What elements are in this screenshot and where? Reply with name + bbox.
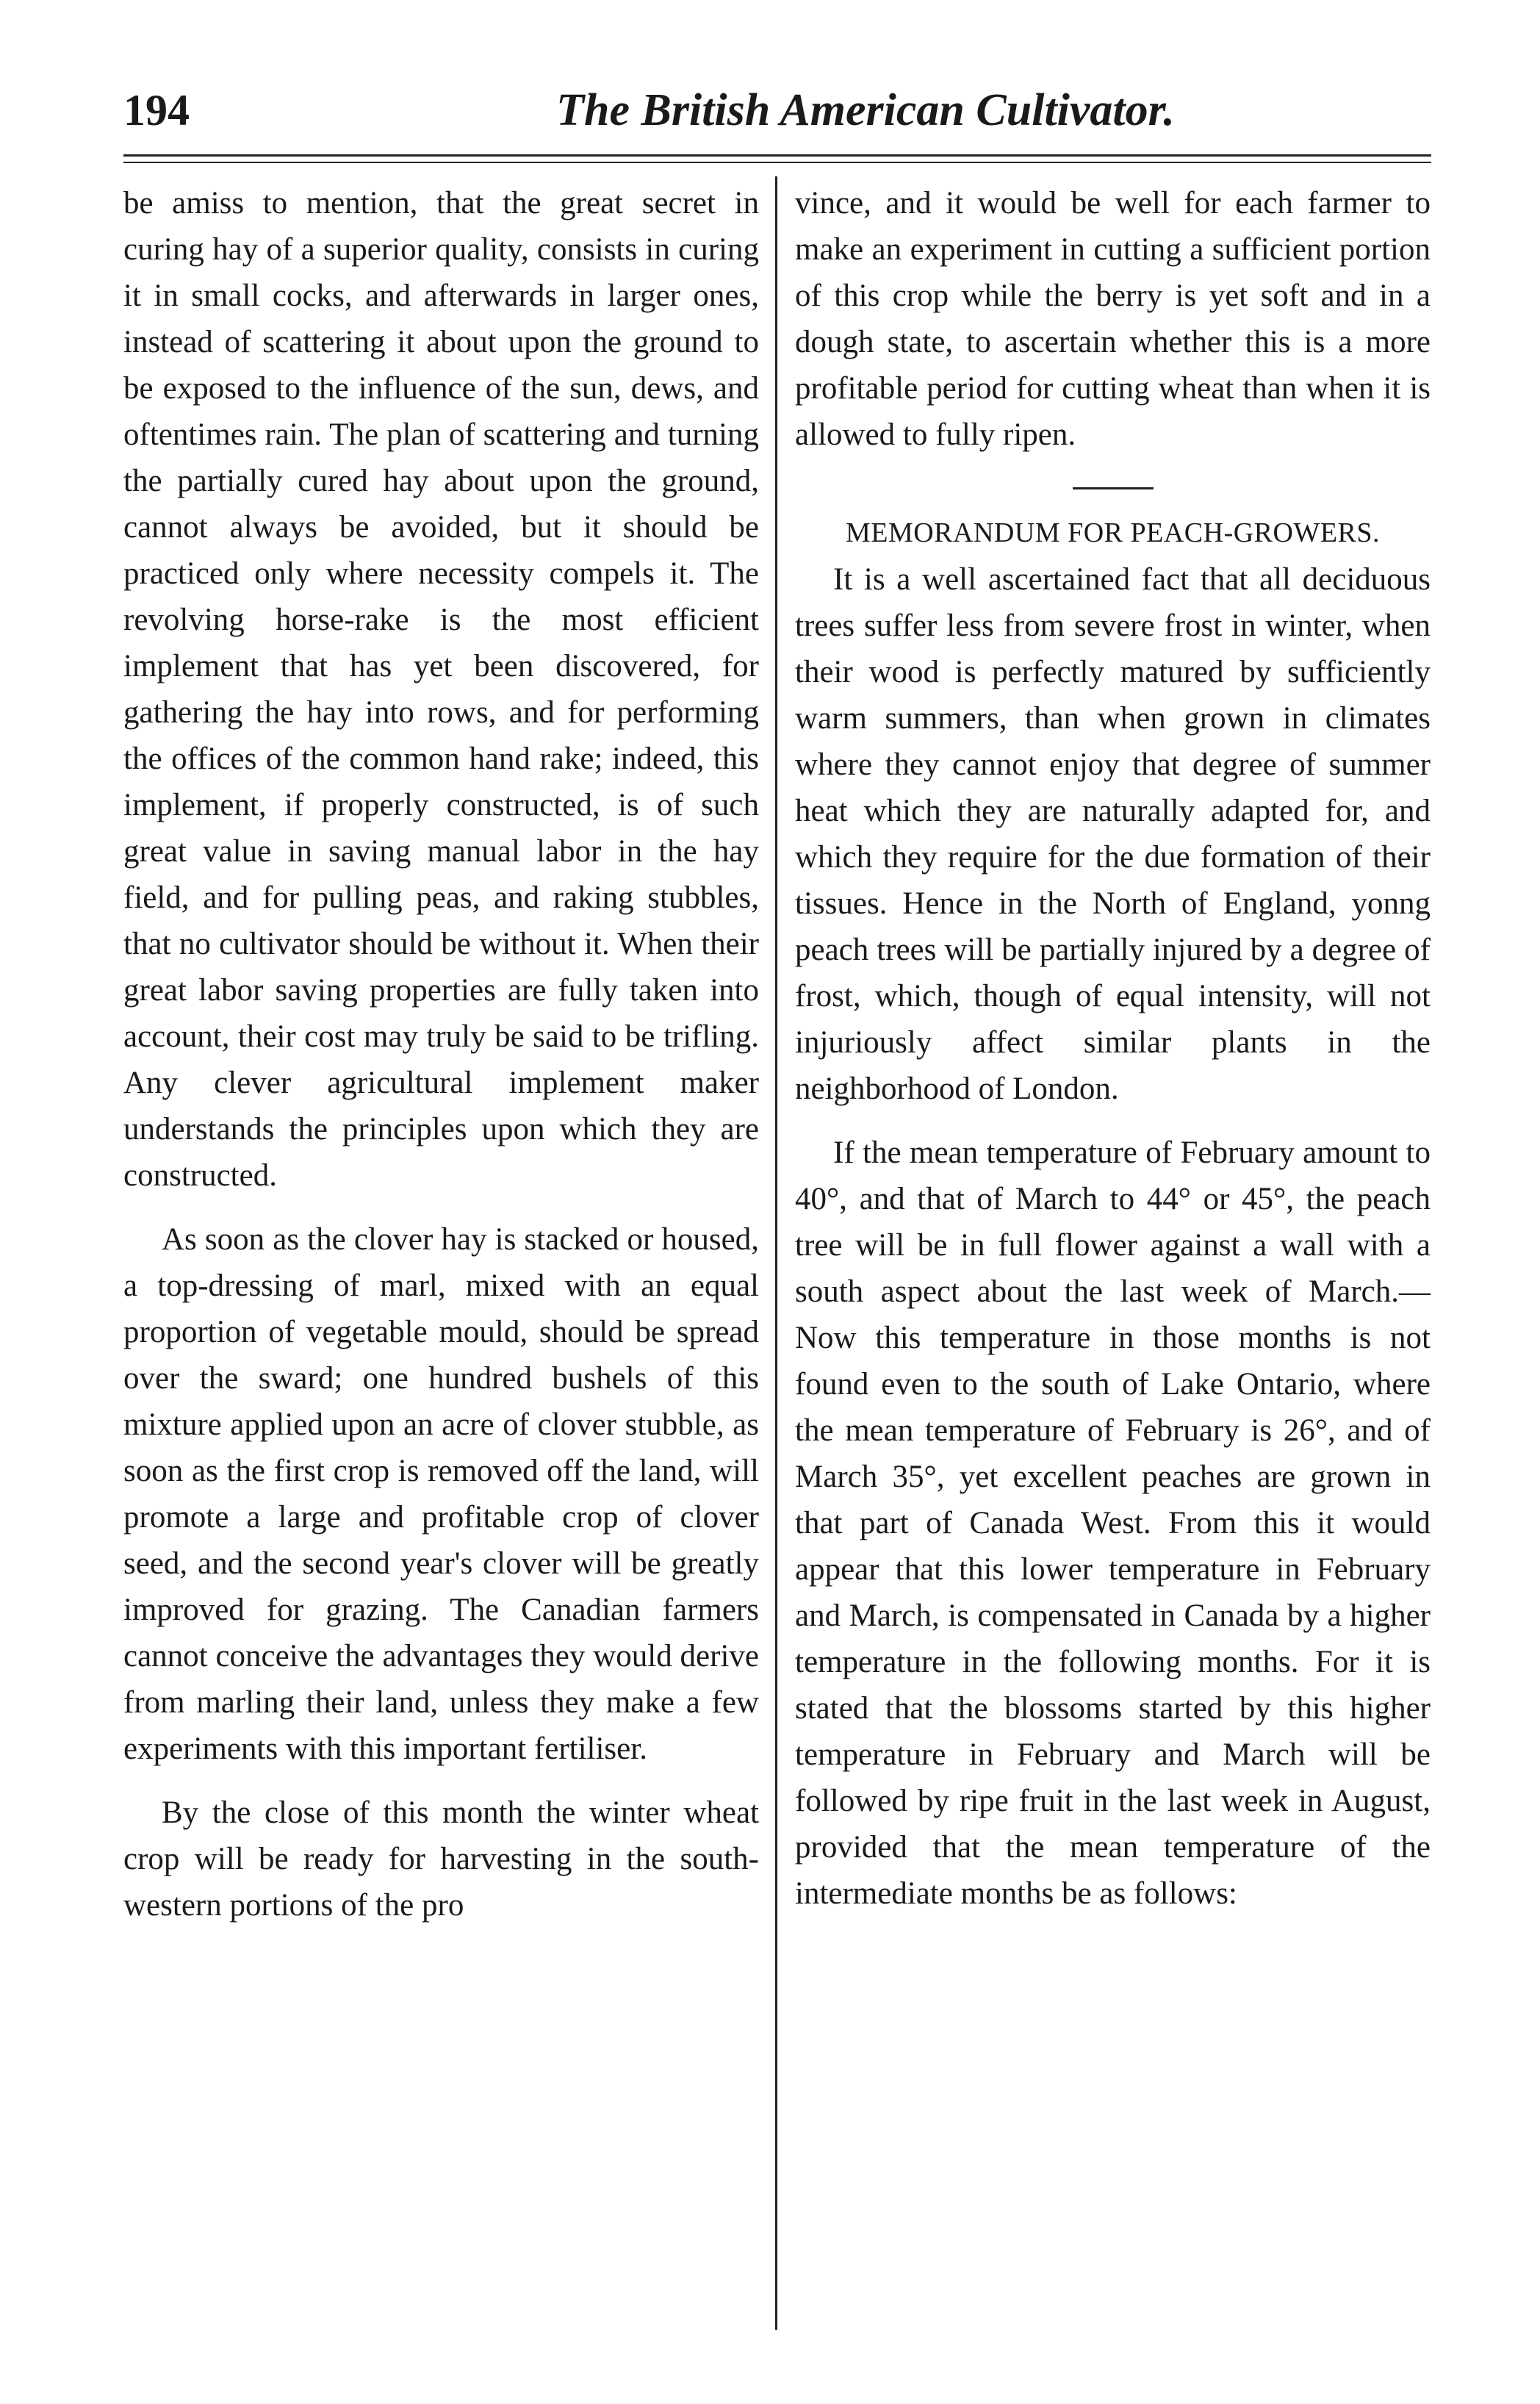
column-divider — [775, 176, 777, 2330]
section-heading: MEMORANDUM FOR PEACH-GROWERS. — [845, 517, 1381, 548]
page-number: 194 — [123, 86, 190, 134]
running-head — [123, 70, 1431, 151]
left-paragraph-3: By the close of this month the winter wheat crop will be ready for harvesting in the south-western portions of the pro — [123, 1795, 759, 1923]
right-continuation-paragraph: vince, and it would be well for each farmer to make an experiment in cutting a sufficient portion of this crop while the berry is yet soft and in a dough state, to ascertain whether this is a more profitable period for cutting wheat than when it is allowed to fully ripen. — [795, 186, 1431, 452]
section-separator — [1073, 487, 1154, 489]
journal-title: The British American Cultivator. — [556, 85, 1175, 135]
right-paragraph-2: If the mean temperature of February amount to 40°, and that of March to 44° or 45°, the peach tree will be in full flower against a wall with a south aspect about the last week of March.— Now this temperature in those months is not found even to the south of Lake Ontario, where the mean temperature of February is 26°, and of March 35°, yet excellent peaches are grown in that part of Canada West. From this it would appear that this lower temperature in February and March, is compensated in Canada by a higher temperature in the following months. For it is stated that the blossoms started by this higher temperature in February and March will be followed by ripe fruit in the last week in August, provided that the mean temperature of the intermediate months be as follows: — [795, 1135, 1431, 1911]
right-column — [795, 180, 1431, 1917]
right-paragraph-1: It is a well ascertained fact that all deciduous trees suffer less from severe frost in winter, when their wood is perfectly matured by sufficiently warm summers, than when grown in climates where they cannot enjoy that degree of summer heat which they are naturally adapted for, and which they require for the due formation of their tissues. Hence in the North of England, yonng peach trees will be partially injured by a degree of frost, which, though of equal intensity, will not injuriously affect similar plants in the neighborhood of London. — [795, 562, 1431, 1106]
header-rule — [123, 154, 1431, 157]
left-column — [123, 180, 759, 1928]
left-paragraph-2: As soon as the clover hay is stacked or housed, a top-dressing of marl, mixed with an equal proportion of vegetable mould, should be spread over the sward; one hundred bushels of this mixture applied upon an acre of clover stubble, as soon as the first crop is removed off the land, will promote a large and profitable crop of clover seed, and the second year's clover will be greatly improved for grazing. The Canadian farmers cannot conceive the advantages they would derive from marling their land, unless they make a few experiments with this important fertiliser. — [123, 1222, 759, 1766]
left-paragraph-1: be amiss to mention, that the great secret in curing hay of a superior quality, consists in curing it in small cocks, and afterwards in larger ones, instead of scattering it about upon the ground to be exposed to the influence of the sun, dews, and oftentimes rain. The plan of scattering and turning the partially cured hay about upon the ground, cannot always be avoided, but it should be practiced only where necessity compels it. The revolving horse-rake is the most efficient implement that has yet been discovered, for gathering the hay into rows, and for performing the offices of the common hand rake; indeed, this implement, if properly constructed, is of such great value in saving manual labor in the hay field, and for pulling peas, and raking stubbles, that no cultivator should be without it. When their great labor saving properties are fully taken into account, their cost may truly be said to be trifling. Any clever agricultural implement maker understands the principles upon which they are constructed. — [123, 186, 759, 1193]
header-rule-thin — [123, 162, 1431, 163]
